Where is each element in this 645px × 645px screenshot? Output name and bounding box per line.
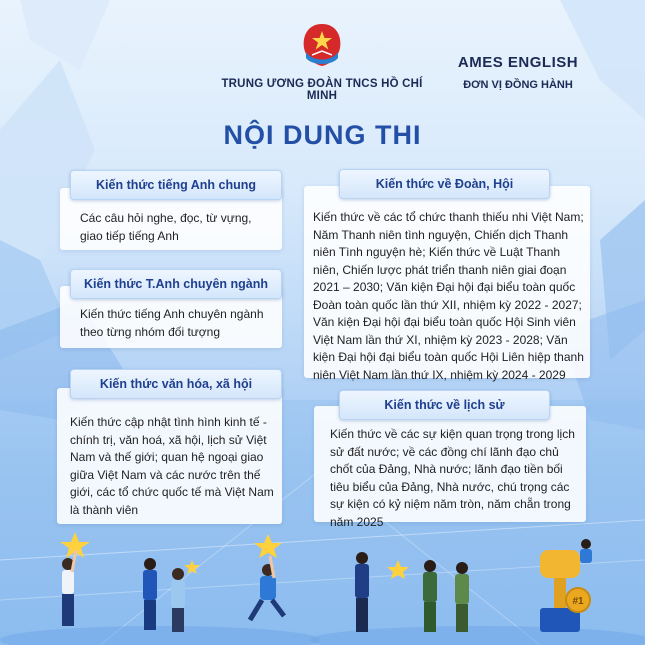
youth-union-emblem-icon — [298, 22, 346, 68]
card-culture-society-content: Kiến thức cập nhật tình hình kinh tế - chính trị, văn hoá, xã hội, lịch sử Việt Nam và thế giới; quan hệ ngoại giao giữa Việt Nam và các nước trên thế giới, các tổ chức quốc tế mà Việt Nam là thành viên — [70, 415, 274, 517]
card-english-general-content: Các câu hỏi nghe, đọc, từ vựng, giao tiếp tiếng Anh — [80, 211, 252, 243]
medal-label: #1 — [572, 596, 584, 607]
card-history-content: Kiến thức về các sự kiện quan trọng trong lịch sử đất nước; về các đồng chí lãnh đạo chủ chốt của Đảng, Nhà nước; lãnh đạo tiền bối tiêu biểu của Đảng, Nhà nước, chú trọng các sự kiện có kỷ niệm năm tròn, năm chẵn trong năm 2025 — [330, 427, 575, 529]
label-english-specialized: Kiến thức T.Anh chuyên ngành — [70, 269, 282, 299]
card-english-specialized-content: Kiến thức tiếng Anh chuyên ngành theo từng nhóm đối tượng — [80, 307, 264, 339]
label-union: Kiến thức về Đoàn, Hội — [339, 169, 550, 199]
organization-name: TRUNG ƯƠNG ĐOÀN TNCS HỒ CHÍ MINH — [221, 78, 423, 102]
page-title: NỘI DUNG THI — [223, 120, 422, 150]
star-icon — [387, 560, 409, 579]
label-history: Kiến thức về lịch sử — [339, 390, 550, 420]
star-icon — [254, 534, 282, 558]
card-union-content: Kiến thức về các tổ chức thanh thiếu nhi Việt Nam; Năm Thanh niên tình nguyện, Chiến dịch Thanh niên Tình nguyện hè; Kiến thức về Luật Thanh niên, Chiến lược phát triển thanh niên giai đoạn 2021 – 2030; Văn kiện Đại hội đại biểu toàn quốc Đoàn toàn quốc lần thứ XII, nhiệm kỳ 2022 - 2027; Văn kiện Đại hội đại biểu toàn quốc Hội Sinh viên Việt Nam lần thứ XI, nhiệm kỳ 2023 - 2028; Văn kiện Đại hội đại biểu toàn quốc Hội Liên hiệp thanh niên Việt Nam lần thứ IX, nhiệm kỳ 2024 - 2029 — [313, 210, 584, 382]
celebration-illustration — [0, 520, 645, 645]
label-english-general: Kiến thức tiếng Anh chung — [70, 170, 282, 200]
card-history — [314, 406, 586, 529]
partner-block — [448, 54, 588, 91]
star-icon — [184, 560, 200, 574]
card-union — [304, 186, 590, 382]
partner-role: ĐƠN VỊ ĐỒNG HÀNH — [463, 79, 573, 91]
label-culture-society: Kiến thức văn hóa, xã hội — [70, 369, 282, 399]
partner-name: AMES ENGLISH — [457, 54, 579, 71]
card-culture-society — [57, 388, 282, 524]
